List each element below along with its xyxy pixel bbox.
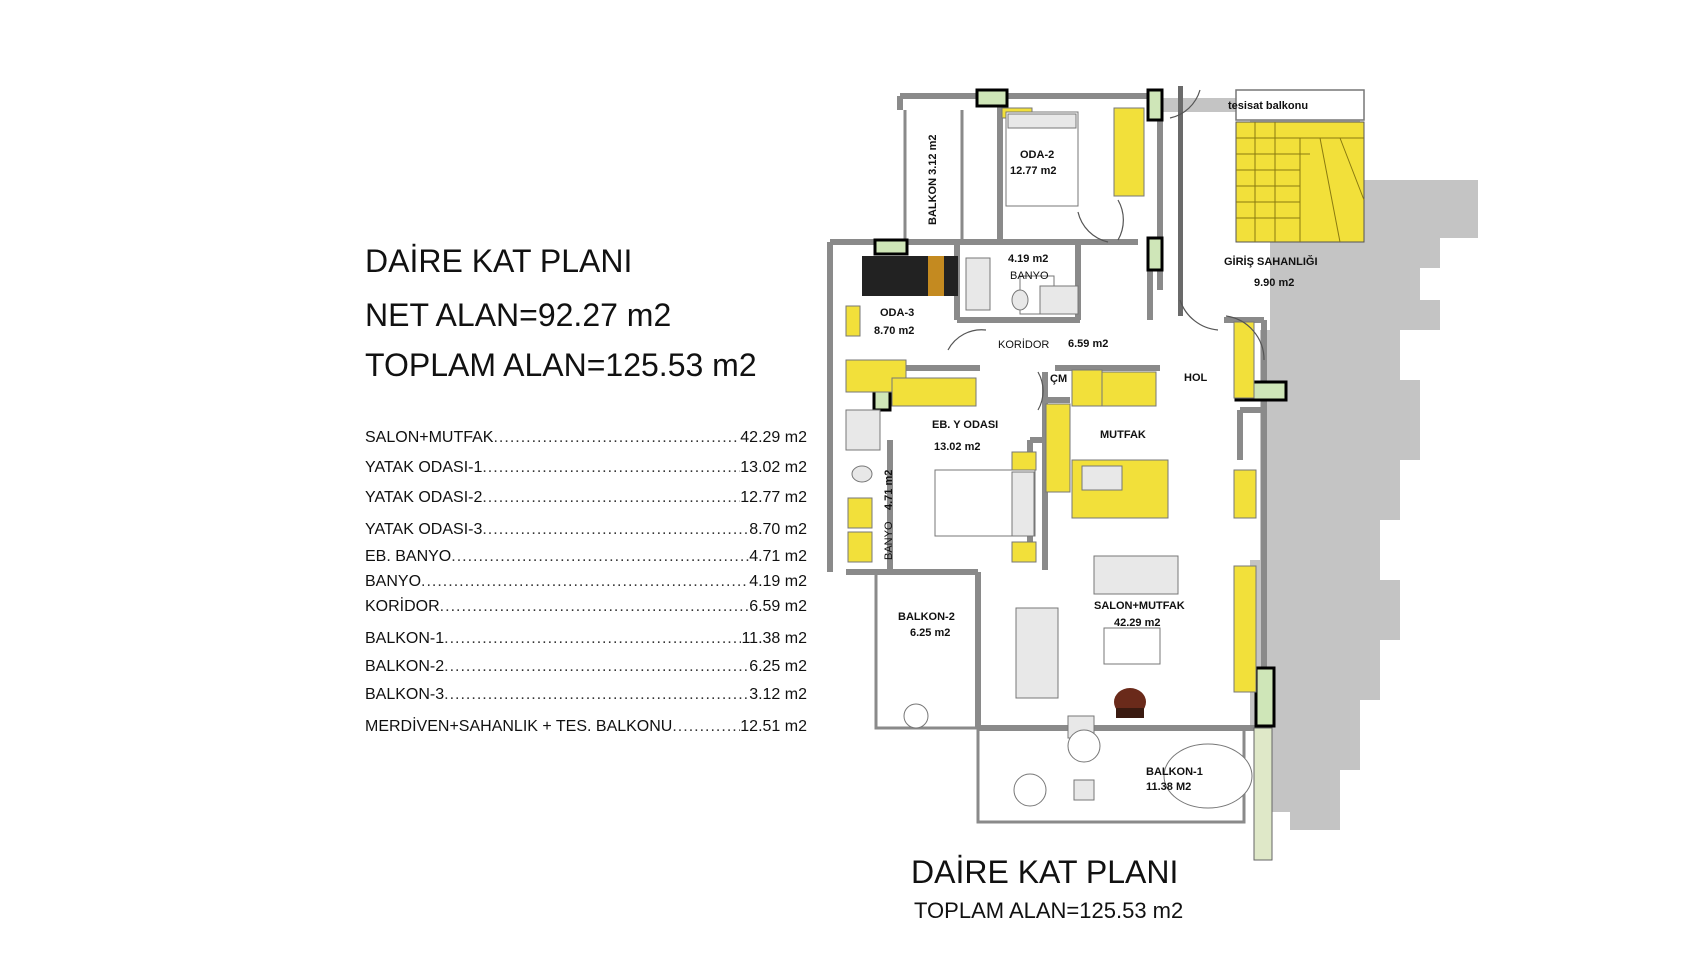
label-balkon3: BALKON 3.12 m2	[927, 134, 939, 225]
total-area: TOPLAM ALAN=125.53 m2	[365, 347, 757, 383]
label-balkon2-area: 6.25 m2	[910, 627, 951, 639]
net-area: NET ALAN=92.27 m2	[365, 297, 672, 333]
plan-title: DAİRE KAT PLANI	[365, 243, 633, 279]
area-row-yatak3: YATAK ODASI-3 ..... 8.70 m2	[365, 517, 807, 539]
footer-title: DAİRE KAT PLANI	[911, 854, 1179, 890]
label-tesisat: tesisat balkonu	[1228, 100, 1309, 112]
area-row-yatak2: YATAK ODASI-2 ..... 12.77 m2	[365, 485, 807, 507]
label-koridor-area: 6.59 m2	[1068, 338, 1109, 350]
label-oda2: ODA-2	[1020, 149, 1055, 161]
label-salon: SALON+MUTFAK	[1094, 600, 1185, 612]
label-koridor: KORİDOR	[998, 339, 1050, 351]
label-giris: GİRİŞ SAHANLIĞI	[1224, 256, 1318, 268]
doors	[948, 90, 1264, 410]
label-eby: EB. Y ODASI	[932, 419, 999, 431]
area-row-merdiven: MERDİVEN+SAHANLIK + TES. BALKONU ..... 12.51 m2	[365, 714, 807, 736]
label-hol: HOL	[1184, 372, 1208, 384]
area-row-ebbanyo: EB. BANYO ..... 4.71 m2	[365, 544, 807, 566]
area-row-yatak1: YATAK ODASI-1 ..... 13.02 m2	[365, 455, 807, 477]
area-row-balkon1: BALKON-1 ..... 11.38 m2	[365, 626, 807, 648]
label-balkon2: BALKON-2	[898, 611, 955, 623]
area-row-koridor: KORİDOR ..... 6.59 m2	[365, 594, 807, 616]
label-oda3-area: 8.70 m2	[874, 325, 915, 337]
staircase	[1236, 90, 1364, 242]
area-row-balkon2: BALKON-2 ..... 6.25 m2	[365, 654, 807, 676]
area-row-banyo: BANYO ..... 4.19 m2	[365, 569, 807, 591]
label-ebbanyo-area: 4.71 m2	[883, 469, 895, 510]
label-oda2-area: 12.77 m2	[1010, 165, 1057, 177]
label-salon-area: 42.29 m2	[1114, 617, 1161, 629]
label-balkon1: BALKON-1	[1146, 766, 1203, 778]
area-row-salon: SALON+MUTFAK ..... 42.29 m2	[365, 425, 807, 447]
label-ebbanyo: BANYO	[883, 521, 895, 560]
label-eby-area: 13.02 m2	[934, 441, 981, 453]
label-cm: ÇM	[1050, 373, 1068, 385]
label-mutfak: MUTFAK	[1100, 429, 1146, 441]
label-giris-area: 9.90 m2	[1254, 277, 1295, 289]
armchair	[1114, 688, 1146, 718]
label-oda3: ODA-3	[880, 307, 915, 319]
area-row-balkon3: BALKON-3 ..... 3.12 m2	[365, 682, 807, 704]
bed-oda3	[862, 256, 958, 296]
wall-overlays	[1178, 86, 1183, 316]
label-banyo: BANYO	[1010, 270, 1049, 282]
label-balkon1-area: 11.38 M2	[1146, 781, 1192, 793]
label-banyo-area: 4.19 m2	[1008, 253, 1049, 265]
footer-total: TOPLAM ALAN=125.53 m2	[914, 898, 1184, 923]
